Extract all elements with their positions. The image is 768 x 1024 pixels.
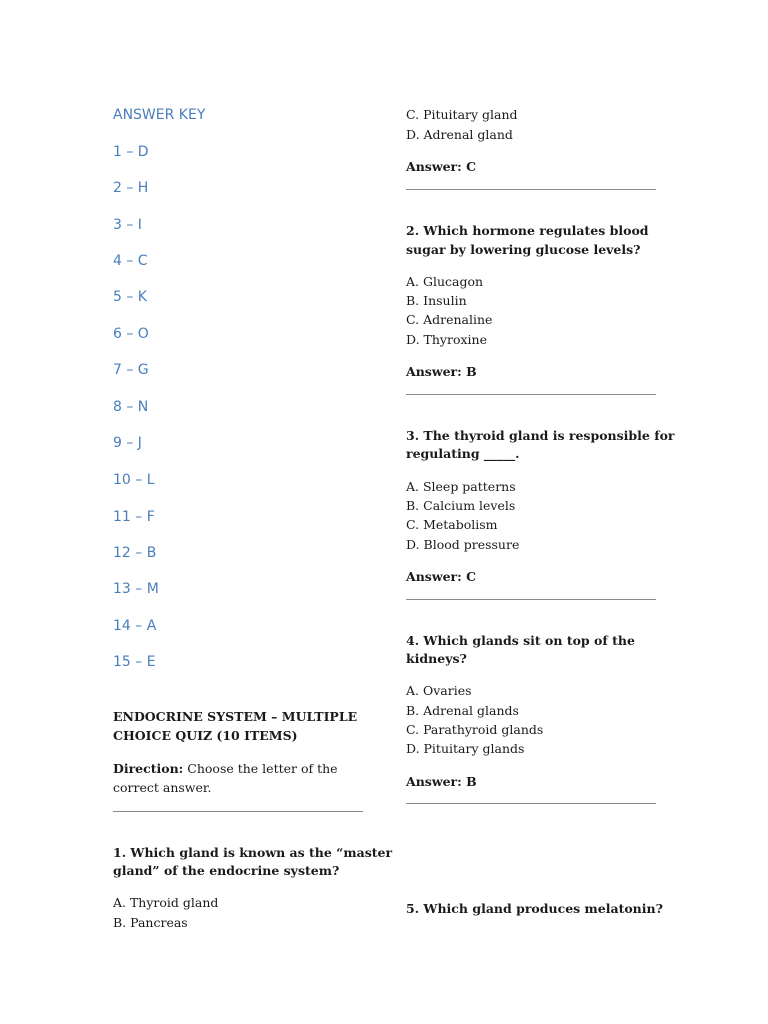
- answer-key-item: 9 – J: [113, 435, 142, 451]
- answer-key-item: 4 – C: [113, 253, 148, 269]
- divider: [406, 803, 656, 804]
- question-text: sugar by lowering glucose levels?: [406, 242, 641, 257]
- option: A. Glucagon: [406, 274, 484, 289]
- answer-key-item: 5 – K: [113, 289, 147, 305]
- question-text: gland” of the endocrine system?: [113, 863, 340, 878]
- quiz-title: ENDOCRINE SYSTEM – MULTIPLE: [113, 709, 358, 724]
- answer-line: Answer: B: [406, 774, 477, 789]
- option: C. Parathyroid glands: [406, 722, 544, 737]
- question-text: regulating _____.: [406, 446, 520, 461]
- direction-text: Choose the letter of the: [183, 761, 338, 776]
- option: B. Adrenal glands: [406, 703, 519, 718]
- option: B. Insulin: [406, 293, 467, 308]
- question-text: 3. The thyroid gland is responsible for: [406, 428, 675, 443]
- question-text: 4. Which glands sit on top of the: [406, 633, 635, 648]
- option: A. Thyroid gland: [113, 895, 219, 910]
- question-text: 5. Which gland produces melatonin?: [406, 901, 663, 916]
- answer-key-item: 1 – D: [113, 144, 149, 160]
- answer-key-item: 3 – I: [113, 217, 142, 233]
- quiz-title: CHOICE QUIZ (10 ITEMS): [113, 728, 298, 743]
- answer-key-item: 6 – O: [113, 326, 149, 342]
- answer-line: Answer: B: [406, 364, 477, 379]
- option: A. Sleep patterns: [406, 479, 516, 494]
- divider: [406, 189, 656, 190]
- answer-line: Answer: C: [406, 159, 477, 174]
- answer-line: Answer: C: [406, 569, 477, 584]
- answer-key-item: 14 – A: [113, 618, 157, 634]
- question-text: 1. Which gland is known as the “master: [113, 845, 393, 860]
- option: D. Blood pressure: [406, 537, 520, 552]
- direction-text: correct answer.: [113, 780, 212, 795]
- question-text: kidneys?: [406, 651, 467, 666]
- answer-key-item: 8 – N: [113, 399, 149, 415]
- option: D. Thyroxine: [406, 332, 487, 347]
- divider: [113, 811, 363, 812]
- answer-key-title: ANSWER KEY: [113, 107, 206, 123]
- option: D. Adrenal gland: [406, 127, 513, 142]
- divider: [406, 599, 656, 600]
- direction-line: [113, 759, 338, 778]
- option: D. Pituitary glands: [406, 741, 525, 756]
- answer-key-item: 13 – M: [113, 581, 159, 597]
- option: B. Pancreas: [113, 915, 188, 930]
- answer-key-item: 7 – G: [113, 362, 149, 378]
- answer-key-item: 11 – F: [113, 509, 155, 525]
- option: B. Calcium levels: [406, 498, 516, 513]
- option: C. Metabolism: [406, 517, 498, 532]
- option: C. Pituitary gland: [406, 107, 518, 122]
- divider: [406, 394, 656, 395]
- direction-label: Direction:: [113, 761, 184, 776]
- answer-key-item: 12 – B: [113, 545, 157, 561]
- answer-key-item: 10 – L: [113, 472, 155, 488]
- option: C. Adrenaline: [406, 312, 493, 327]
- option: A. Ovaries: [406, 683, 472, 698]
- answer-key-item: 15 – E: [113, 654, 156, 670]
- question-text: 2. Which hormone regulates blood: [406, 223, 649, 238]
- answer-key-item: 2 – H: [113, 180, 149, 196]
